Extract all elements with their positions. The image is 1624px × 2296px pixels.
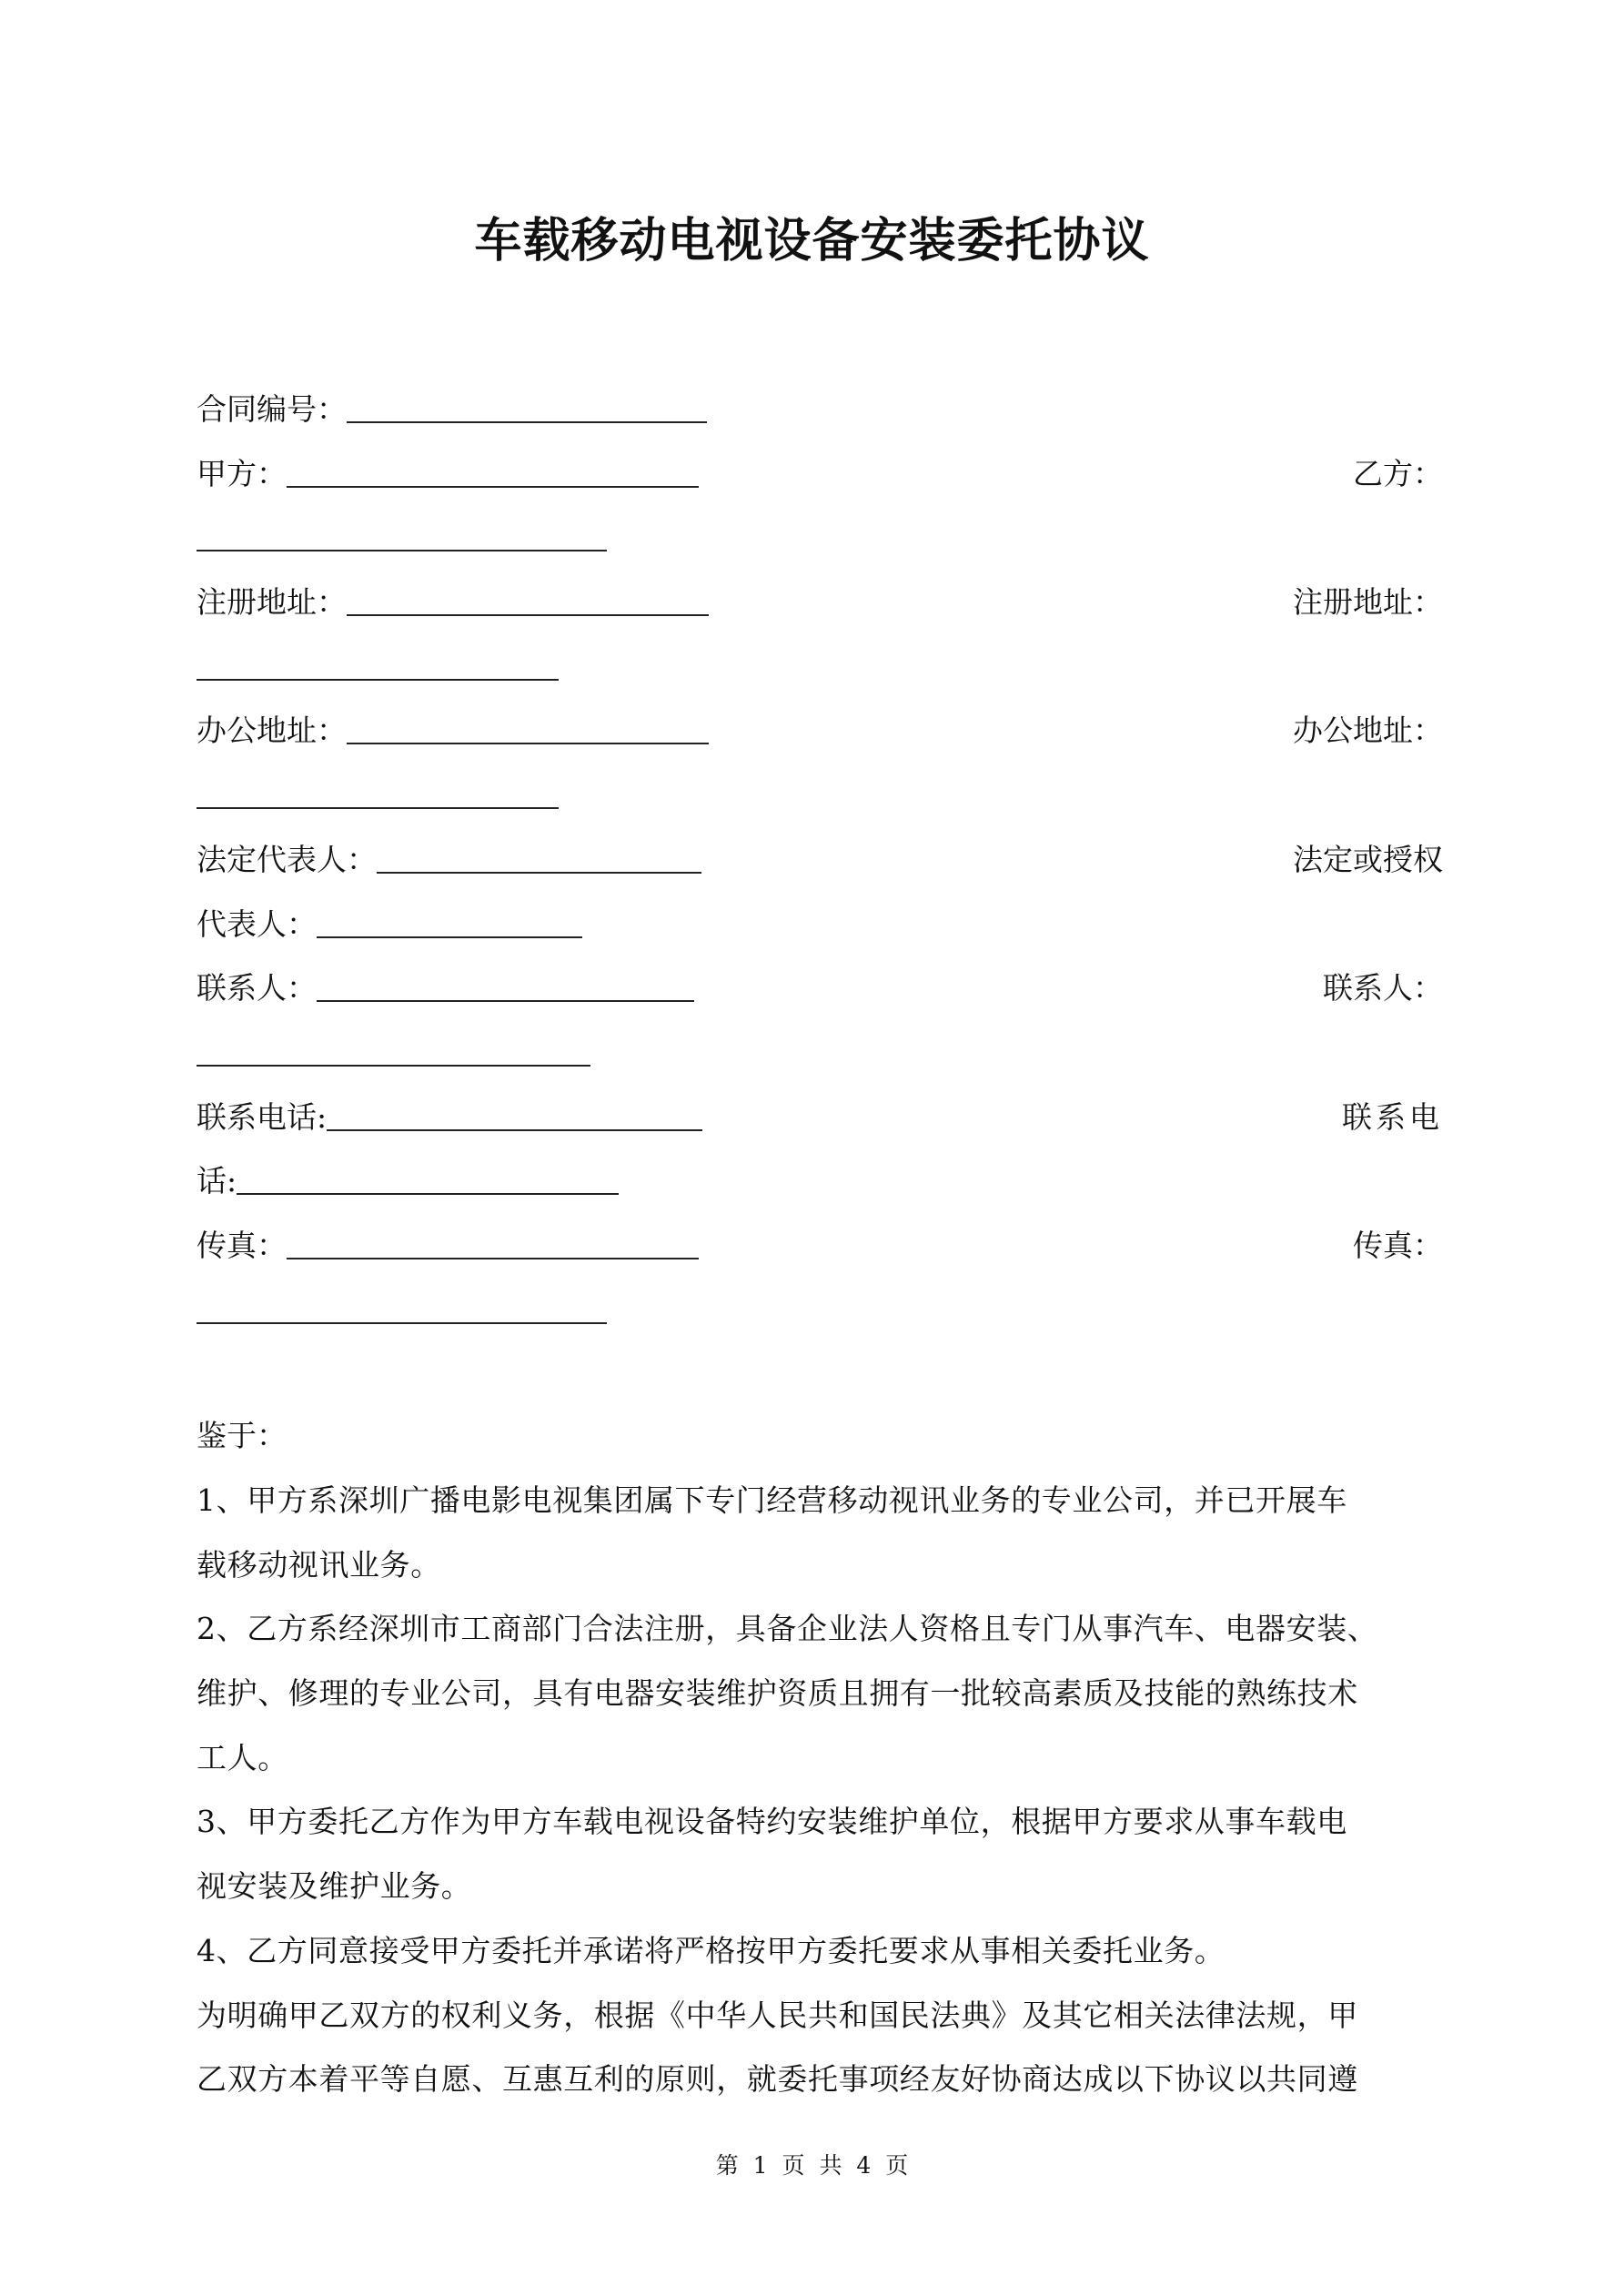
page-number: 第 1 页 共 4 页 (715, 2152, 909, 2179)
document-body (197, 378, 1443, 2112)
legal-rep-b-label: 法定或授权 (1293, 841, 1443, 877)
contact-a-blank[interactable] (317, 956, 694, 1002)
legal-rep-a-label: 法定代表人： (197, 841, 377, 877)
office-address-a-label: 办公地址： (197, 713, 347, 749)
fax-a-blank[interactable] (287, 1214, 699, 1259)
contact-b-label: 联系人： (1323, 970, 1443, 1006)
phone-a-label: 联系电话: (197, 1098, 328, 1135)
legal-rep-a-blank[interactable] (377, 828, 701, 874)
party-line (197, 442, 1443, 507)
party-a-blank[interactable] (287, 442, 699, 488)
fax-b-label: 传真： (1353, 1227, 1443, 1263)
phone-b-label: 联系电 (1342, 1098, 1443, 1135)
reg-address-a-blank[interactable] (347, 571, 709, 616)
recital-line: 视安装及维护业务。 (197, 1868, 472, 1905)
reg-address-b-blank[interactable] (197, 635, 559, 681)
office-address-b-blank[interactable] (197, 764, 559, 809)
contract-number-line (197, 378, 1443, 442)
contact-b-blank[interactable] (197, 1021, 590, 1067)
reg-address-b-label: 注册地址： (1293, 584, 1443, 621)
party-b-blank[interactable] (197, 506, 607, 551)
party-a-label: 甲方： (197, 455, 287, 491)
contact-a-label: 联系人： (197, 970, 317, 1006)
recitals-heading: 鉴于： (197, 1418, 287, 1454)
reg-address-a-label: 注册地址： (197, 584, 347, 621)
contract-number-label: 合同编号： (197, 391, 347, 427)
recital-line: 1、甲方系深圳广播电影电视集团属下专门经营移动视讯业务的专业公司，并已开展车 (197, 1482, 1347, 1518)
fax-a-label: 传真： (197, 1227, 287, 1263)
legal-rep-b-blank[interactable] (317, 893, 582, 938)
recital-line: 载移动视讯业务。 (197, 1546, 441, 1583)
document-title: 车载移动电视设备安装委托协议 (474, 213, 1150, 268)
office-address-a-blank[interactable] (347, 699, 709, 744)
phone-a-blank[interactable] (327, 1086, 702, 1131)
contract-number-blank[interactable] (347, 378, 707, 423)
phone-b-label-cont: 话: (197, 1163, 237, 1199)
recital-line: 为明确甲乙双方的权利义务，根据《中华人民共和国民法典》及其它相关法律法规，甲 (197, 1997, 1358, 2033)
fax-b-blank[interactable] (197, 1279, 607, 1324)
recital-line: 维护、修理的专业公司，具有电器安装维护资质且拥有一批较高素质及技能的熟练技术 (197, 1675, 1358, 1712)
office-address-b-label: 办公地址： (1293, 713, 1443, 749)
recital-line: 2、乙方系经深圳市工商部门合法注册，具备企业法人资格且专门从事汽车、电器安装、 (197, 1611, 1378, 1647)
legal-rep-b-label-cont: 代表人： (197, 905, 317, 942)
recital-line: 乙双方本着平等自愿、互惠互利的原则，就委托事项经友好协商达成以下协议以共同遵 (197, 2061, 1358, 2098)
party-b-label: 乙方： (1353, 455, 1443, 491)
recital-line: 工人。 (197, 1739, 288, 1775)
recital-line: 3、甲方委托乙方作为甲方车载电视设备特约安装维护单位，根据甲方要求从事车载电 (197, 1804, 1347, 1840)
recital-line: 4、乙方同意接受甲方委托并承诺将严格按甲方委托要求从事相关委托业务。 (197, 1932, 1226, 1968)
phone-b-blank[interactable] (237, 1149, 619, 1195)
